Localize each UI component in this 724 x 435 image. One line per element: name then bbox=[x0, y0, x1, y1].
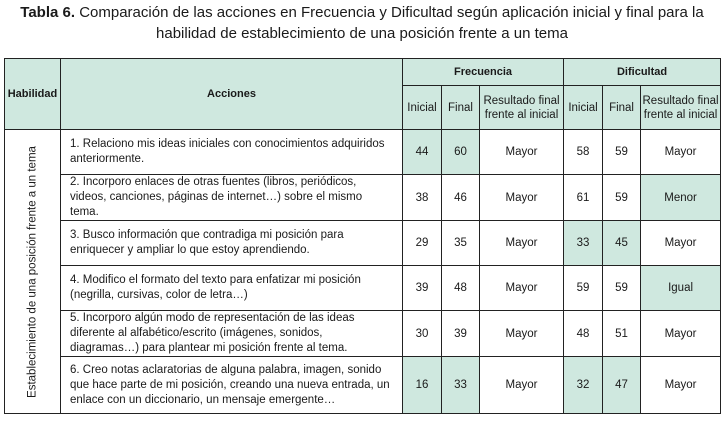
frecuencia-resultado-cell: Mayor bbox=[480, 130, 564, 175]
table-row bbox=[5, 311, 721, 357]
dificultad-inicial-cell: 61 bbox=[564, 175, 603, 221]
caption-text: Comparación de las acciones en Frecuencia y Dificultad según aplicación inicial y final para la habilidad de establecimiento de una posición frente a un tema bbox=[75, 4, 704, 42]
dificultad-final-cell: 51 bbox=[603, 311, 641, 357]
header-dificultad: Dificultad bbox=[564, 59, 721, 86]
header-habilidad: Habilidad bbox=[5, 59, 61, 130]
header-dificultad-final: Final bbox=[603, 86, 641, 130]
accion-cell: 3. Busco información que contradiga mi posición para enriquecer y ampliar lo que estoy aprendiendo. bbox=[61, 221, 403, 266]
frecuencia-final-cell: 60 bbox=[442, 130, 480, 175]
frecuencia-resultado-cell: Mayor bbox=[480, 266, 564, 311]
dificultad-final-cell: 59 bbox=[603, 130, 641, 175]
frecuencia-inicial-cell: 38 bbox=[403, 175, 442, 221]
table-caption bbox=[4, 0, 720, 48]
dificultad-inicial-cell: 59 bbox=[564, 266, 603, 311]
dificultad-final-cell: 47 bbox=[603, 357, 641, 414]
accion-cell: 1. Relaciono mis ideas iniciales con conocimientos adquiridos anteriormente. bbox=[61, 130, 403, 175]
comparison-table bbox=[4, 58, 721, 414]
dificultad-resultado-cell: Mayor bbox=[641, 221, 721, 266]
dificultad-resultado-cell: Menor bbox=[641, 175, 721, 221]
frecuencia-resultado-cell: Mayor bbox=[480, 311, 564, 357]
frecuencia-final-cell: 39 bbox=[442, 311, 480, 357]
table-row bbox=[5, 357, 721, 414]
frecuencia-final-cell: 48 bbox=[442, 266, 480, 311]
habilidad-cell bbox=[5, 130, 61, 414]
frecuencia-final-cell: 46 bbox=[442, 175, 480, 221]
frecuencia-resultado-cell: Mayor bbox=[480, 357, 564, 414]
dificultad-inicial-cell: 32 bbox=[564, 357, 603, 414]
frecuencia-final-cell: 35 bbox=[442, 221, 480, 266]
accion-cell: 5. Incorporo algún modo de representación de las ideas diferente al alfabético/escrito (imágenes, sonidos, diagramas…) para plantear mi posición frente al tema. bbox=[61, 311, 403, 357]
table-row bbox=[5, 130, 721, 175]
dificultad-inicial-cell: 33 bbox=[564, 221, 603, 266]
table-row bbox=[5, 175, 721, 221]
frecuencia-inicial-cell: 39 bbox=[403, 266, 442, 311]
header-acciones: Acciones bbox=[61, 59, 403, 130]
accion-cell: 6. Creo notas aclaratorias de alguna palabra, imagen, sonido que hace parte de mi posición, creando una nueva entrada, un enlace con un diccionario, un mensaje emergente… bbox=[61, 357, 403, 414]
table-row bbox=[5, 266, 721, 311]
header-dificultad-resultado: Resultado final frente al inicial bbox=[641, 86, 721, 130]
dificultad-resultado-cell: Mayor bbox=[641, 130, 721, 175]
dificultad-resultado-cell: Igual bbox=[641, 266, 721, 311]
accion-cell: 4. Modifico el formato del texto para enfatizar mi posición (negrilla, cursivas, color de letra…) bbox=[61, 266, 403, 311]
dificultad-inicial-cell: 48 bbox=[564, 311, 603, 357]
dificultad-final-cell: 59 bbox=[603, 175, 641, 221]
header-frecuencia: Frecuencia bbox=[403, 59, 564, 86]
header-dificultad-inicial: Inicial bbox=[564, 86, 603, 130]
header-frecuencia-inicial: Inicial bbox=[403, 86, 442, 130]
accion-cell: 2. Incorporo enlaces de otras fuentes (libros, periódicos, videos, canciones, páginas de internet…) sobre el mismo tema. bbox=[61, 175, 403, 221]
dificultad-final-cell: 59 bbox=[603, 266, 641, 311]
frecuencia-resultado-cell: Mayor bbox=[480, 221, 564, 266]
frecuencia-inicial-cell: 44 bbox=[403, 130, 442, 175]
frecuencia-inicial-cell: 29 bbox=[403, 221, 442, 266]
dificultad-final-cell: 45 bbox=[603, 221, 641, 266]
table-row bbox=[5, 221, 721, 266]
frecuencia-inicial-cell: 30 bbox=[403, 311, 442, 357]
header-frecuencia-resultado: Resultado final frente al inicial bbox=[480, 86, 564, 130]
frecuencia-resultado-cell: Mayor bbox=[480, 175, 564, 221]
dificultad-inicial-cell: 58 bbox=[564, 130, 603, 175]
header-frecuencia-final: Final bbox=[442, 86, 480, 130]
frecuencia-final-cell: 33 bbox=[442, 357, 480, 414]
dificultad-resultado-cell: Mayor bbox=[641, 311, 721, 357]
habilidad-label: Establecimiento de una posición frente a un tema bbox=[26, 145, 38, 398]
caption-label: Tabla 6. bbox=[20, 4, 76, 21]
frecuencia-inicial-cell: 16 bbox=[403, 357, 442, 414]
dificultad-resultado-cell: Mayor bbox=[641, 357, 721, 414]
